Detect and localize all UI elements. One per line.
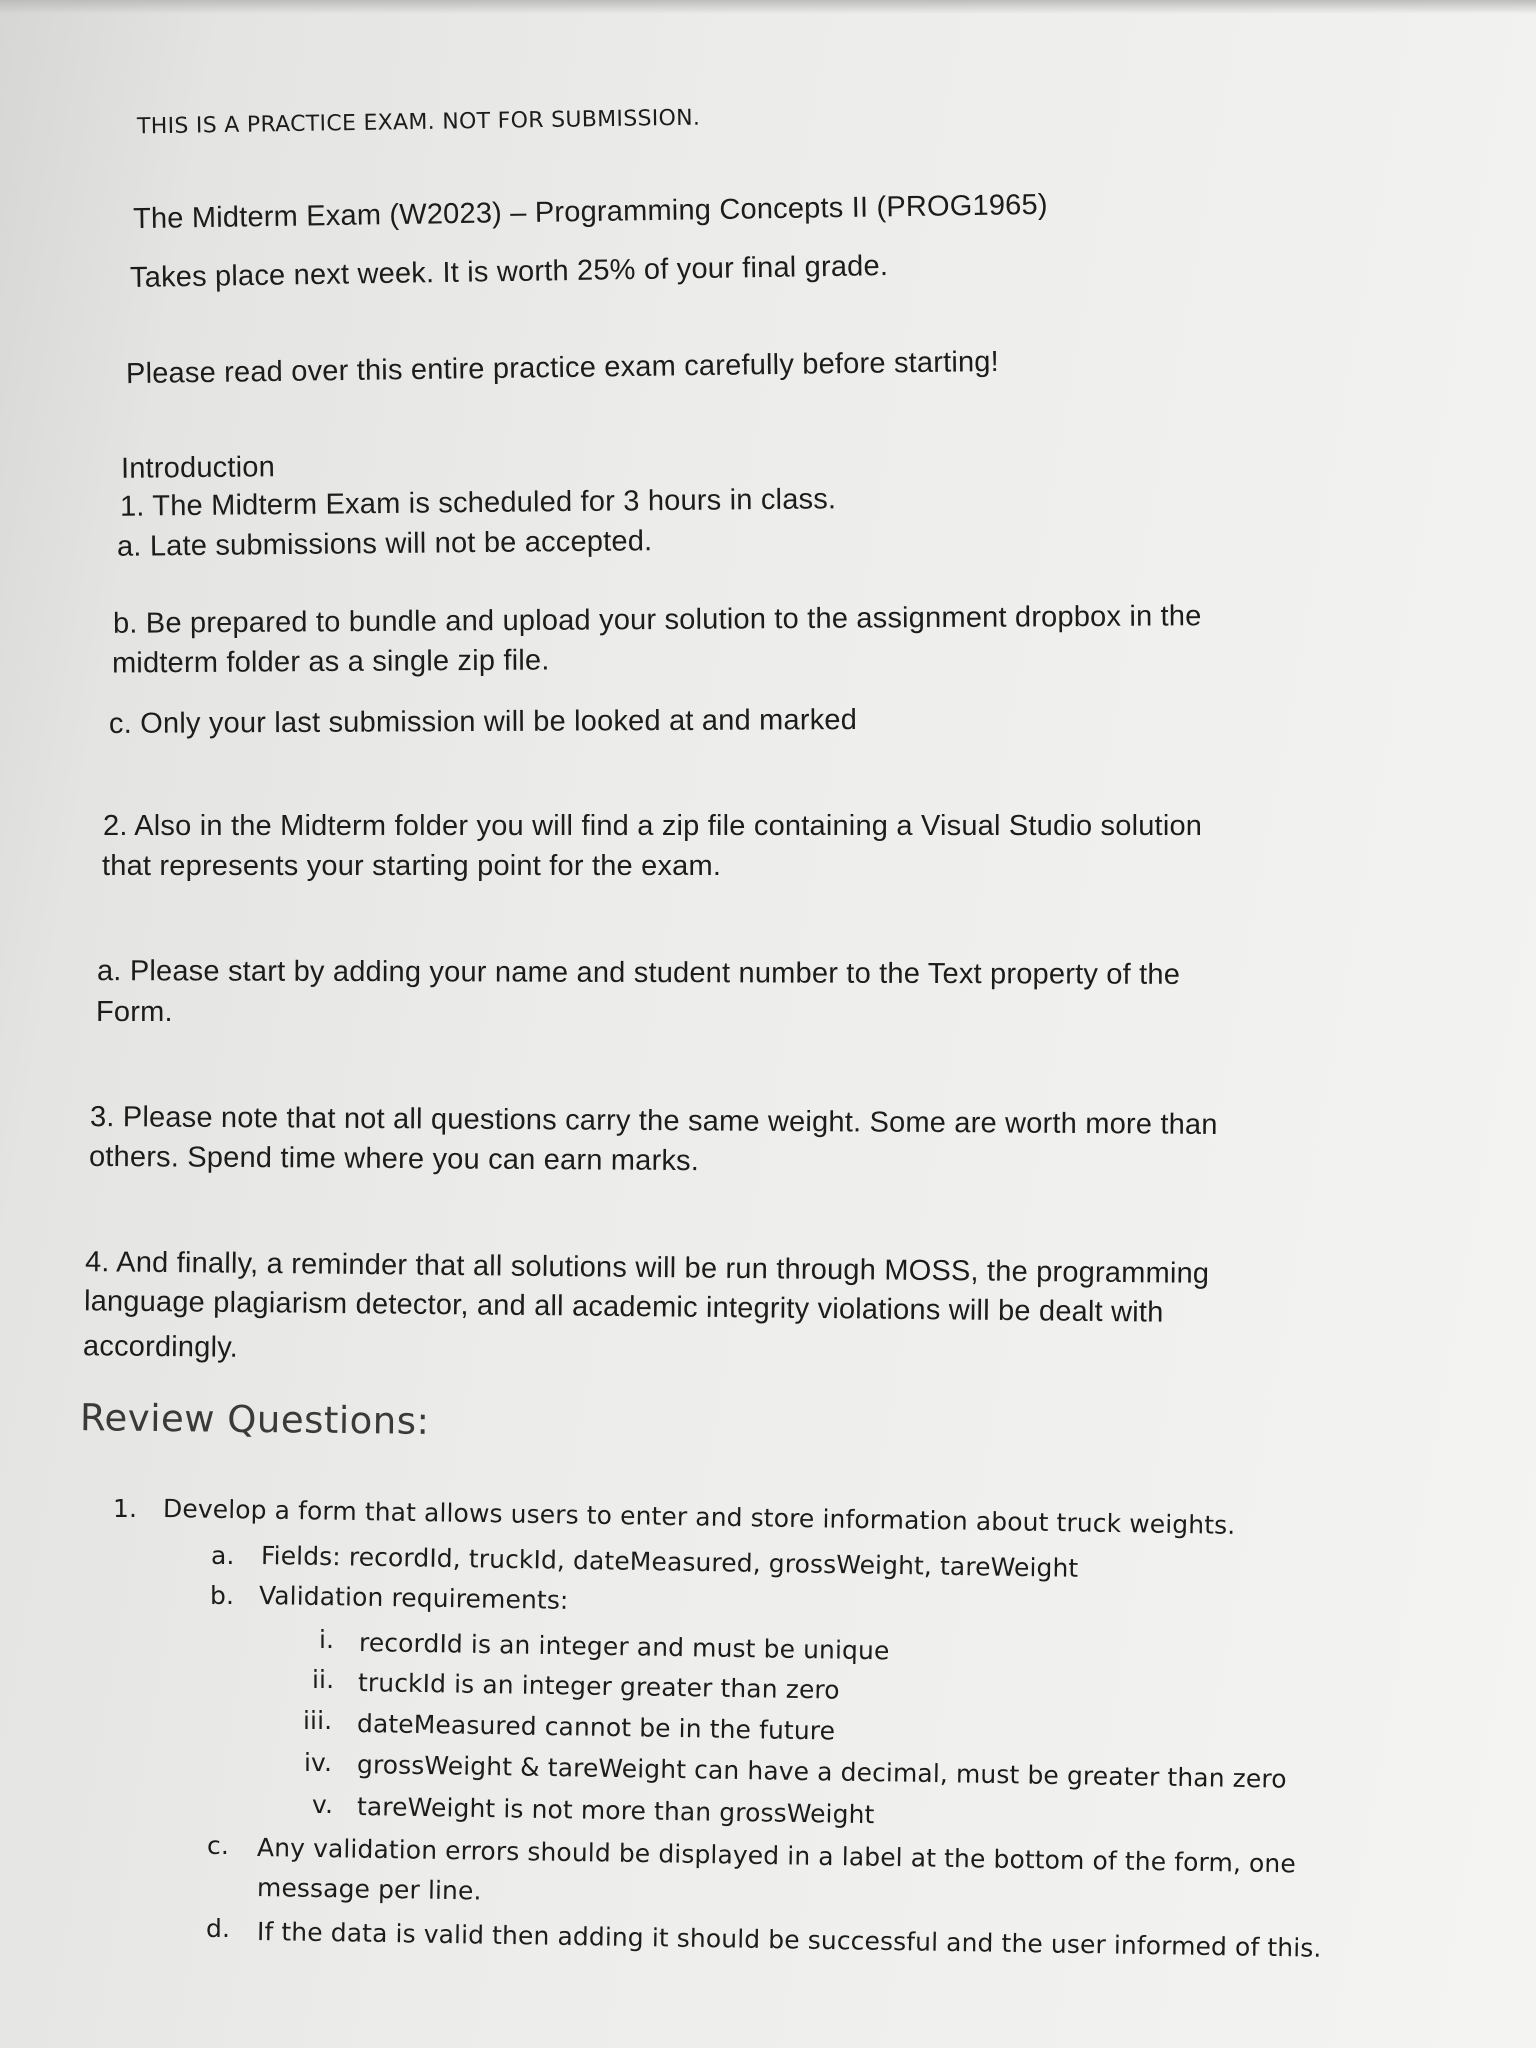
q1-b-iii-text: dateMeasured cannot be in the future <box>356 1709 836 1746</box>
intro-item-2-line2: that represents your starting point for the exam. <box>102 850 722 882</box>
question-1-text: Develop a form that allows users to enter and store information about truck weights. <box>162 1494 1236 1540</box>
intro-item-1b-line1: b. Be prepared to bundle and upload your solution to the assignment dropbox in the <box>112 600 1202 640</box>
intro-item-1a: a. Late submissions will not be accepted. <box>116 525 653 563</box>
q1-b-text: Validation requirements: <box>258 1581 569 1615</box>
intro-item-4-line3: accordingly. <box>82 1330 239 1364</box>
exam-title-line: The Midterm Exam (W2023) – Programming Concepts II (PROG1965) <box>132 188 1048 236</box>
intro-item-2-line1: 2. Also in the Midterm folder you will find a zip file containing a Visual Studio solution <box>103 810 1203 842</box>
q1-a-text: Fields: recordId, truckId, dateMeasured, grossWeight, tareWeight <box>260 1541 1079 1583</box>
exam-timing-line: Takes place next week. It is worth 25% of your final grade. <box>129 250 889 294</box>
intro-item-4-line1: 4. And finally, a reminder that all solutions will be run through MOSS, the programming <box>84 1246 1210 1290</box>
page-top-shadow <box>0 0 1536 14</box>
read-over-line: Please read over this entire practice exam carefully before starting! <box>125 345 1000 391</box>
q1-b-iv-label: iv. <box>304 1748 333 1777</box>
intro-item-3-line2: others. Spend time where you can earn marks. <box>88 1140 700 1178</box>
intro-item-2a-line1: a. Please start by adding your name and student number to the Text property of the <box>96 955 1181 991</box>
intro-item-4-line2: language plagiarism detector, and all academic integrity violations will be dealt with <box>83 1285 1164 1329</box>
practice-notice: THIS IS A PRACTICE EXAM. NOT FOR SUBMISSION. <box>136 105 701 140</box>
q1-b-i-label: i. <box>319 1625 335 1654</box>
q1-b-v-label: v. <box>312 1790 334 1819</box>
q1-b-iv-text: grossWeight & tareWeight can have a decimal, must be greater than zero <box>356 1750 1287 1794</box>
intro-item-3-line1: 3. Please note that not all questions carry the same weight. Some are worth more than <box>89 1101 1218 1141</box>
intro-item-1c: c. Only your last submission will be looked at and marked <box>108 704 858 740</box>
introduction-heading: Introduction <box>120 451 276 485</box>
q1-c-line1: Any validation errors should be displayed in a label at the bottom of the form, one <box>256 1833 1297 1879</box>
q1-c-line2: message per line. <box>256 1873 482 1906</box>
review-questions-heading: Review Questions: <box>79 1396 430 1443</box>
q1-b-ii-text: truckId is an integer greater than zero <box>357 1668 840 1705</box>
q1-d-text: If the data is valid then adding it should be successful and the user informed of this. <box>256 1917 1322 1963</box>
q1-b-ii-label: ii. <box>312 1665 335 1694</box>
q1-b-i-text: recordId is an integer and must be unique <box>358 1628 890 1666</box>
q1-c-label: c. <box>207 1831 229 1860</box>
q1-b-label: b. <box>210 1581 235 1610</box>
q1-a-label: a. <box>211 1541 235 1570</box>
intro-item-1b-line2: midterm folder as a single zip file. <box>111 644 550 680</box>
q1-b-iii-label: iii. <box>303 1706 333 1735</box>
q1-d-label: d. <box>206 1914 231 1943</box>
q1-b-v-text: tareWeight is not more than grossWeight <box>356 1792 875 1830</box>
intro-item-1: 1. The Midterm Exam is scheduled for 3 hours in class. <box>119 483 837 523</box>
question-1-number: 1. <box>113 1494 138 1523</box>
intro-item-2a-line2: Form. <box>96 996 173 1028</box>
